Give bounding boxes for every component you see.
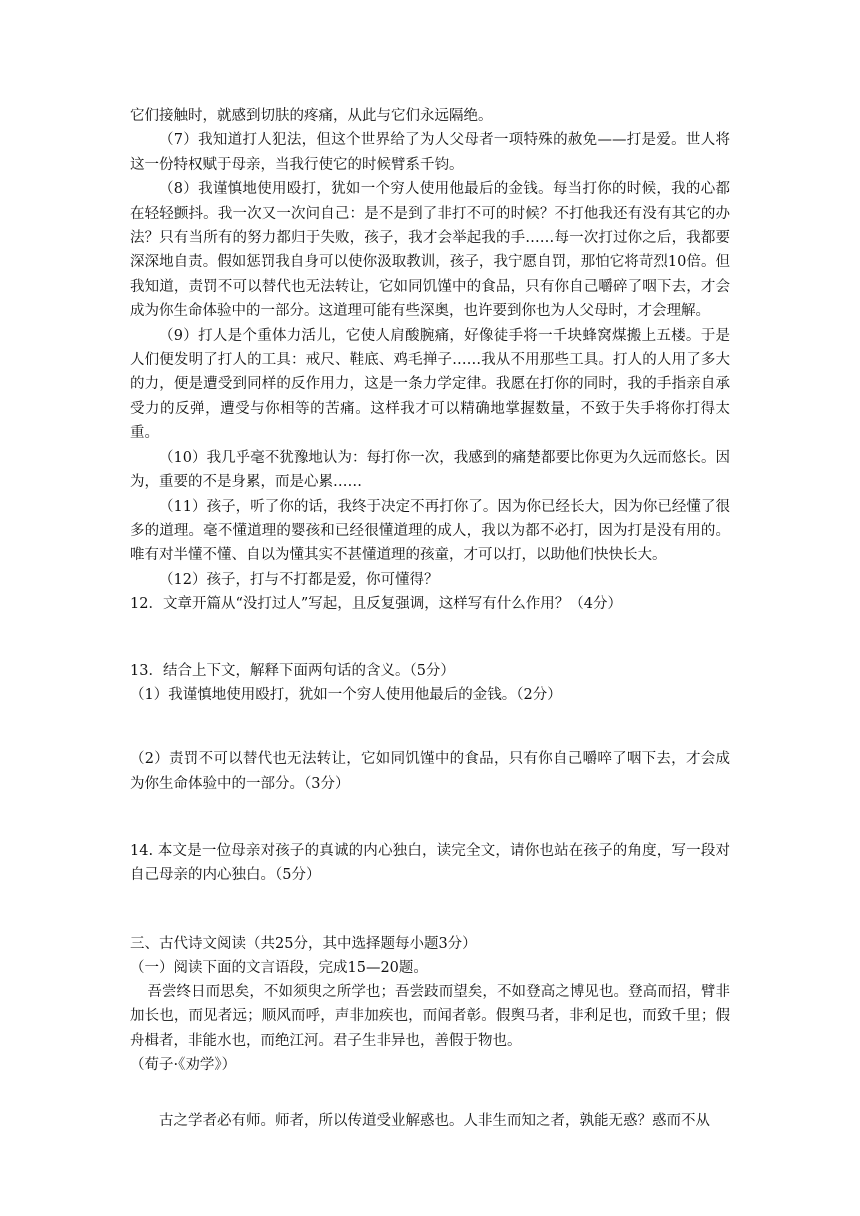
- classical-text-shishuo: 古之学者必有师。师者，所以传道受业解惑也。人非生而知之者，孰能无惑？惑而不从: [159, 1112, 710, 1129]
- classical-text-source: （荀子·《劝学》）: [130, 1056, 237, 1073]
- question-12: 12．文章开篇从“没打过人”写起，且反复强调，这样写有什么作用？（4分）: [130, 596, 622, 613]
- answer-space-14: [130, 888, 730, 932]
- section-3-heading: 三、古代诗文阅读（共25分，其中选择题每小题3分）: [130, 935, 477, 952]
- question-13-part-1: （1）我谨慎地使用殴打，犹如一个穷人使用他最后的金钱。（2分）: [130, 687, 562, 704]
- question-13: 13．结合上下文，解释下面两句话的含义。（5分）: [130, 663, 455, 680]
- document-content: [130, 104, 730, 1133]
- passage-paragraph-10: （10）我几乎毫不犹豫地认为：每打你一次，我感到的痛楚都要比你更为久远而悠长。因为，重要的不是身累，而是心累……: [130, 449, 730, 491]
- passage-paragraph-8: （8）我谨慎地使用殴打，犹如一个穷人使用他最后的金钱。每当打你的时候，我的心都在轻轻颤抖。我一次又一次问自己：是不是到了非打不可的时候？不打他我还有没有其它的办法？只有当所有的努力都归于失败，孩子，我才会举起我的手……每一次打过你之后，我都要深深地自责。假如惩罚我自身可以使你汲取教训，孩子，我宁愿自罚，那怕它将苛烈10倍。但我知道，责罚不可以替代也无法转让，它如同饥馑中的食品，只有你自己嚼碎了咽下去，才会成为你生命体验中的一部分。这道理可能有些深奥，也许要到你也为人父母时，才会理解。: [130, 181, 730, 320]
- question-14: 14. 本文是一位母亲对孩子的真诚的内心独白，读完全文，请你也站在孩子的角度，写一段对自己母亲的内心独白。（5分）: [130, 842, 730, 884]
- question-13-part-2: （2）责罚不可以替代也无法转让，它如同饥馑中的食品，只有你自己嚼啐了咽下去，才会成为你生命体验中的一部分。（3分）: [130, 751, 730, 792]
- passage-paragraph-7: （7）我知道打人犯法，但这个世界给了为人父母者一项特殊的赦免——打是爱。世人将这一份特权赋于母亲，当我行使它的时候臂系千钧。: [130, 132, 730, 173]
- paragraph-gap: [130, 1077, 730, 1109]
- answer-space-13-2: [130, 796, 730, 839]
- answer-space-12: [130, 616, 730, 659]
- section-3-subheading: （一）阅读下面的文言语段，完成15—20题。: [130, 959, 428, 976]
- passage-paragraph-11: （11）孩子，听了你的话，我终于决定不再打你了。因为你已经长大，因为你已经懂了很多的道理。毫不懂道理的婴孩和已经很懂道理的成人，我以为都不必打，因为打是没有用的。唯有对半懂不懂、自以为懂其实不甚懂道理的孩童，才可以打，以助他们快快长大。: [130, 498, 730, 564]
- answer-space-13-1: [130, 707, 730, 747]
- classical-text-quanxue: 吾尝终日而思矣，不如须臾之所学也；吾尝跂而望矣，不如登高之博见也。登高而招，臂非加长也，而见者远；顺风而呼，声非加疾也，而闻者彰。假舆马者，非利足也，而致千里；假舟楫者，非能水也，而绝江河。君子生非异也，善假于物也。: [130, 983, 730, 1049]
- passage-line-1: 它们接触时，就感到切肤的疼痛，从此与它们永远隔绝。: [130, 108, 493, 124]
- passage-paragraph-9: （9）打人是个重体力活儿，它使人肩酸腕痛，好像徒手将一千块蜂窝煤搬上五楼。于是人们便发明了打人的工具：戒尺、鞋底、鸡毛掸子……我从不用那些工具。打人的人用了多大的力，便是遭受到同样的反作用力，这是一条力学定律。我愿在打你的同时，我的手指亲自承受力的反弹，遭受与你相等的苦痛。这样我才可以精确地掌握数量，不致于失手将你打得太重。: [130, 327, 730, 442]
- passage-paragraph-12: （12）孩子，打与不打都是爱，你可懂得？: [159, 571, 439, 588]
